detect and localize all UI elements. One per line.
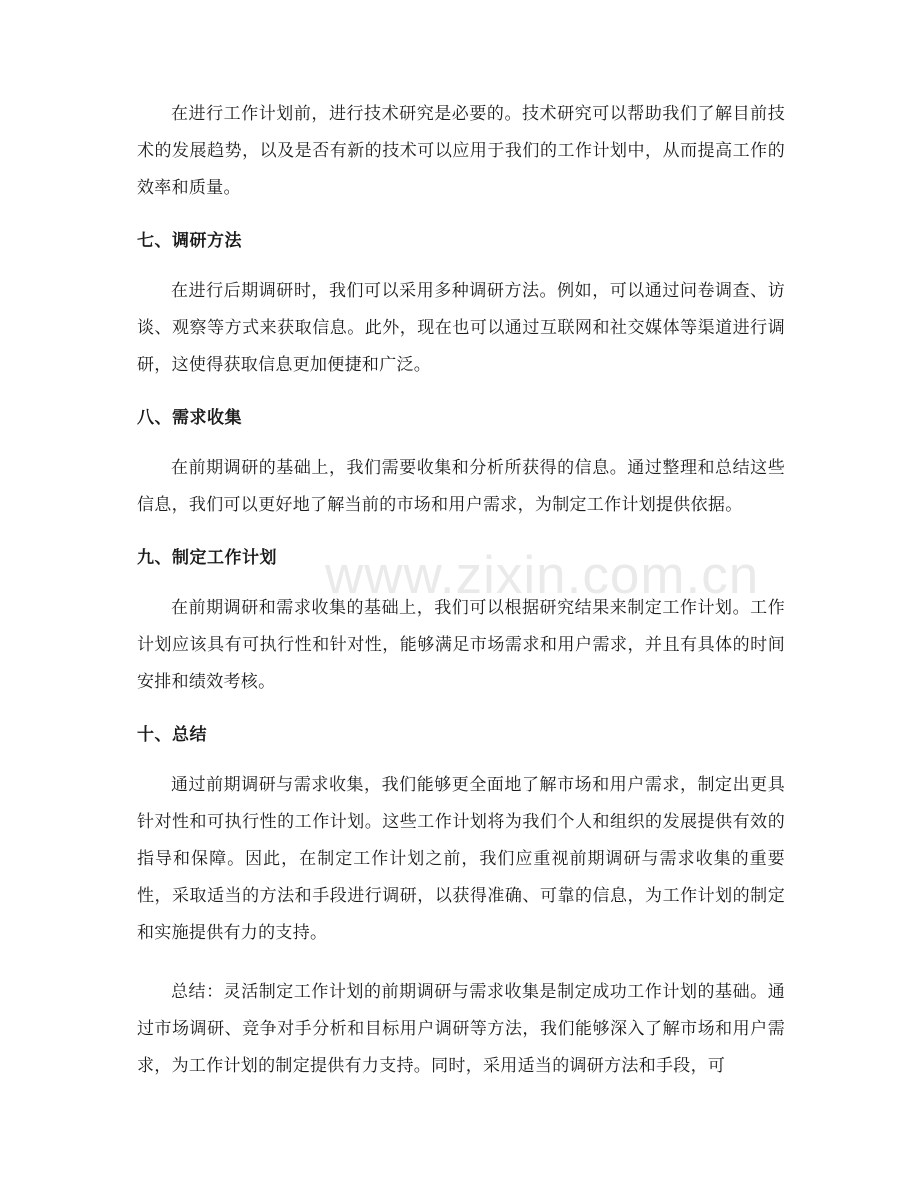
heading-make-work-plan: 九、制定工作计划: [137, 548, 277, 568]
document-body: [137, 96, 785, 1085]
heading-requirement-collection: 八、需求收集: [137, 408, 242, 428]
paragraph-summary: 通过前期调研与需求收集，我们能够更全面地了解市场和用户需求，制定出更具针对性和可执行性的工作计划。这些工作计划将为我们个人和组织的发展提供有效的指导和保障。因此，在制定工作计划之前，我们应重视前期调研与需求收集的重要性，采取适当的方法和手段进行调研，以获得准确、可靠的信息，为工作计划的制定和实施提供有力的支持。: [137, 775, 785, 943]
paragraph-tech-research: 在进行工作计划前，进行技术研究是必要的。技术研究可以帮助我们了解目前技术的发展趋势，以及是否有新的技术可以应用于我们的工作计划中，从而提高工作的效率和质量。: [137, 104, 785, 198]
heading-research-methods: 七、调研方法: [137, 231, 242, 251]
paragraph-requirement-collection: 在前期调研的基础上，我们需要收集和分析所获得的信息。通过整理和总结这些信息，我们可以更好地了解当前的市场和用户需求，为制定工作计划提供依据。: [137, 458, 785, 515]
watermark: www.zixin.com.cn: [325, 546, 760, 605]
heading-summary: 十、总结: [137, 725, 207, 745]
paragraph-conclusion: 总结：灵活制定工作计划的前期调研与需求收集是制定成功工作计划的基础。通过市场调研、竞争对手分析和目标用户调研等方法，我们能够深入了解市场和用户需求，为工作计划的制定提供有力支持。同时，采用适当的调研方法和手段，可: [137, 982, 785, 1076]
paragraph-make-work-plan: 在前期调研和需求收集的基础上，我们可以根据研究结果来制定工作计划。工作计划应该具有可执行性和针对性，能够满足市场需求和用户需求，并且有具体的时间安排和绩效考核。: [137, 598, 785, 692]
paragraph-research-methods: 在进行后期调研时，我们可以采用多种调研方法。例如，可以通过问卷调查、访谈、观察等方式来获取信息。此外，现在也可以通过互联网和社交媒体等渠道进行调研，这使得获取信息更加便捷和广泛。: [137, 281, 785, 375]
